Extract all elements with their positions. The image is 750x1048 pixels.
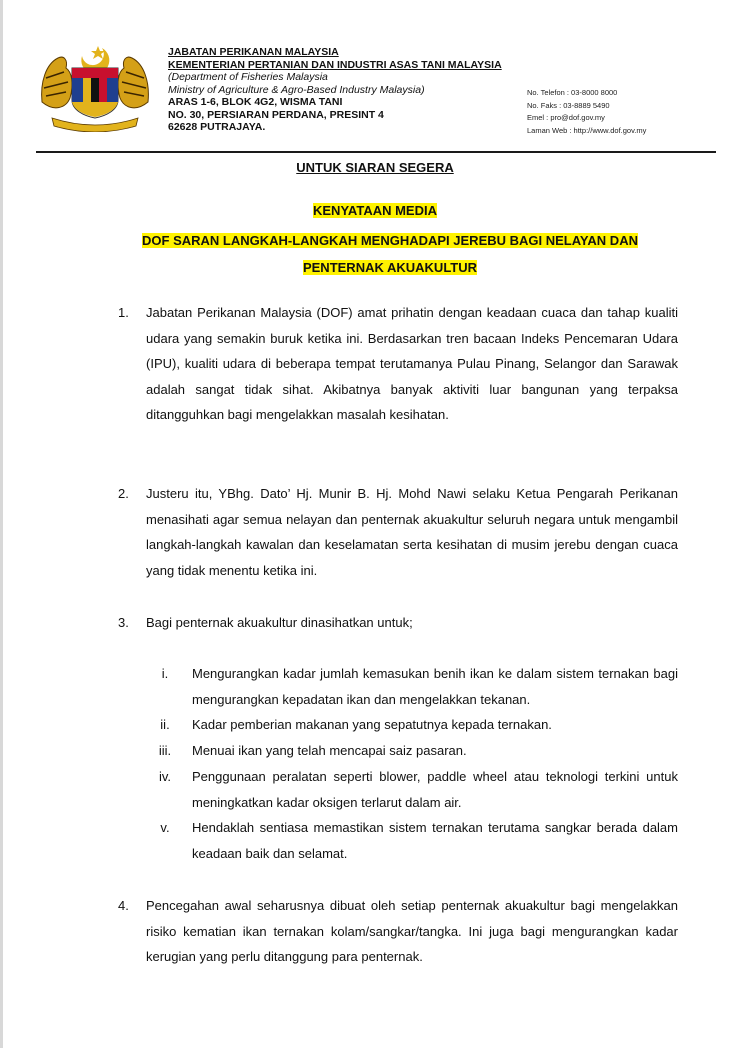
advice-item xyxy=(150,764,678,815)
advice-number: v. xyxy=(160,820,170,835)
contact-info xyxy=(527,87,646,137)
document-title xyxy=(90,227,690,281)
statement-label-text: KENYATAAN MEDIA xyxy=(313,203,437,218)
paragraph-text: Justeru itu, YBhg. Dato’ Hj. Munir B. Hj. Mohd Nawi selaku Ketua Pengarah Perikanan menasihati agar semua nelayan dan penternak akuakultur seluruh negara untuk mengambil langkah-langkah kawalan dan keselamatan serta kesihatan di musim jerebu dengan cuaca yang tidak menentu ketika ini. xyxy=(146,486,678,578)
advice-number: i. xyxy=(161,666,169,681)
paragraph-text: Jabatan Perikanan Malaysia (DOF) amat prihatin dengan keadaan cuaca dan tahap kualiti udara yang semakin buruk ketika ini. Berdasarkan tren bacaan Indeks Pencemaran Udara (IPU), kualiti udara di beberapa tempat terutamanya Pulau Pinang, Selangor dan Sarawak adalah sangat tidak sihat. Akibatnya banyak aktiviti luar bangunan yang terpaksa ditangguhkan bagi mengelakkan masalah kesihatan. xyxy=(146,305,678,422)
advice-number: ii. xyxy=(160,717,170,732)
paragraph-1 xyxy=(118,300,678,428)
address-line-1: ARAS 1-6, BLOK 4G2, WISMA TANI xyxy=(168,96,343,108)
paragraph-3 xyxy=(118,610,678,636)
paragraph-2 xyxy=(118,481,678,583)
paragraph-number: 1. xyxy=(118,305,129,320)
paragraph-number: 2. xyxy=(118,486,129,501)
paragraph-number: 4. xyxy=(118,898,129,913)
paragraph-number: 3. xyxy=(118,615,129,630)
coat-of-arms-icon xyxy=(36,42,154,132)
advice-text: Menuai ikan yang telah mencapai saiz pasaran. xyxy=(192,743,467,758)
statement-label xyxy=(0,202,750,220)
advice-item xyxy=(150,738,678,764)
page-edge xyxy=(0,0,3,1048)
address-line-2: NO. 30, PERSIARAN PERDANA, PRESINT 4 xyxy=(168,108,384,121)
title-line-2: PENTERNAK AKUAKULTUR xyxy=(302,260,478,275)
paragraph-text: Pencegahan awal seharusnya dibuat oleh setiap penternak akuakultur bagi mengelakkan risiko kematian ikan ternakan kolam/sangkar/tangka. Ini juga bagi mengurangkan kadar kerugian yang perlu ditanggung para penternak. xyxy=(146,898,678,964)
contact-fax: No. Faks : 03-8889 5490 xyxy=(527,100,610,110)
advice-item xyxy=(150,661,678,712)
ministry-name: KEMENTERIAN PERTANIAN DAN INDUSTRI ASAS TANI MALAYSIA xyxy=(168,58,502,71)
header-divider xyxy=(36,151,716,153)
release-label-text: UNTUK SIARAN SEGERA xyxy=(296,160,454,175)
paragraph-4 xyxy=(118,893,678,970)
organization-header xyxy=(168,46,502,134)
paragraph-text: Bagi penternak akuakultur dinasihatkan untuk; xyxy=(146,615,413,630)
org-name-english: (Department of Fisheries Malaysia xyxy=(168,71,328,83)
advice-item xyxy=(150,815,678,866)
address-line-3: 62628 PUTRAJAYA. xyxy=(168,121,266,133)
org-name: JABATAN PERIKANAN MALAYSIA xyxy=(168,46,339,58)
contact-website: Laman Web : http://www.dof.gov.my xyxy=(527,125,647,135)
contact-phone: No. Telefon : 03-8000 8000 xyxy=(527,88,618,97)
release-label xyxy=(0,160,750,175)
contact-email: Emel : pro@dof.gov.my xyxy=(527,113,605,122)
ministry-name-english: Ministry of Agriculture & Agro-Based Industry Malaysia) xyxy=(168,83,425,96)
advice-text: Penggunaan peralatan seperti blower, paddle wheel atau teknologi terkini untuk meningkatkan kadar oksigen terlarut dalam air. xyxy=(192,769,678,810)
advice-number: iii. xyxy=(158,743,172,758)
title-line-1: DOF SARAN LANGKAH-LANGKAH MENGHADAPI JEREBU BAGI NELAYAN DAN xyxy=(142,233,638,248)
advice-text: Mengurangkan kadar jumlah kemasukan benih ikan ke dalam sistem ternakan bagi mengurangkan kepadatan ikan dan mengelakkan tekanan. xyxy=(192,666,678,707)
advice-text: Kadar pemberian makanan yang sepatutnya kepada ternakan. xyxy=(192,717,552,732)
advice-item xyxy=(150,712,678,738)
advice-text: Hendaklah sentiasa memastikan sistem ternakan terutama sangkar berada dalam keadaan baik dan selamat. xyxy=(192,820,678,861)
advice-number: iv. xyxy=(158,769,172,784)
